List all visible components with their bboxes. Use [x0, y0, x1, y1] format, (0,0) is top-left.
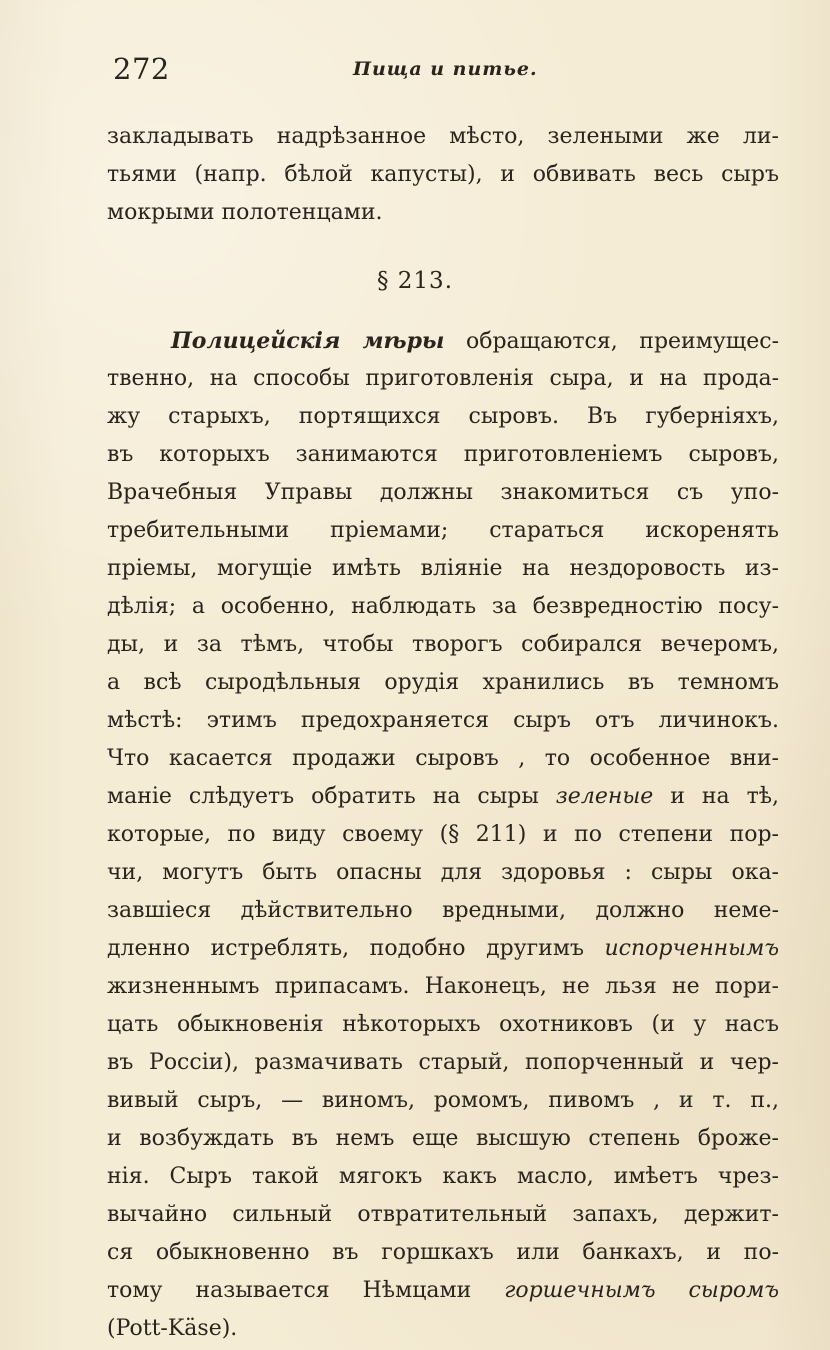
- text-line: которые, по виду своему (§ 211) и по степени пор-: [107, 822, 779, 847]
- text-line: чи, могутъ быть опасны для здоровья : сыры ока-: [107, 860, 779, 885]
- text-line: ся обыкновенно въ горшкахъ или банкахъ, и по-: [107, 1240, 779, 1265]
- text-line: тьями (напр. бѣлой капусты), и обвивать весь сыръ: [107, 162, 779, 187]
- text-line: [107, 930, 779, 968]
- text-line: а всѣ сыродѣльныя орудія хранились въ темномъ: [107, 670, 779, 695]
- section-paragraph: [107, 322, 779, 1348]
- text-fragment: тому называется Нѣмцами: [107, 1278, 472, 1303]
- text-line: нія. Сыръ такой мягокъ какъ масло, имѣетъ чрез-: [107, 1164, 779, 1189]
- text-line: закладывать надрѣзанное мѣсто, зелеными же ли-: [107, 124, 779, 149]
- italic-term: зеленые: [555, 784, 654, 809]
- text-line: [107, 778, 779, 816]
- text-fragment: обращаются, преимущес-: [465, 329, 779, 354]
- section-heading: § 213.: [376, 268, 454, 294]
- text-line: требительными пріемами; стараться искоренять: [107, 518, 779, 543]
- text-fragment: дленно истреблять, подобно другимъ: [107, 936, 584, 961]
- text-line: мокрыми полотенцами.: [107, 200, 383, 225]
- italic-term: Полицейскія мѣры: [171, 328, 445, 354]
- text-line: вычайно сильный отвратительный запахъ, держит-: [107, 1202, 779, 1227]
- running-head: [113, 52, 733, 92]
- text-line: мѣстѣ: этимъ предохраняется сыръ отъ личинокъ.: [107, 708, 779, 733]
- text-line: ды, и за тѣмъ, чтобы творогъ собирался вечеромъ,: [107, 632, 779, 657]
- text-line: (Pott-Käse).: [107, 1316, 238, 1341]
- text-line: цать обыкновенія нѣкоторыхъ охотниковъ (и у насъ: [107, 1012, 779, 1037]
- text-line: Что касается продажи сыровъ , то особенное вни-: [107, 746, 779, 771]
- text-line: [107, 322, 779, 360]
- italic-term: испорченнымъ: [604, 936, 779, 961]
- text-line: въ которыхъ занимаются приготовленіемъ сыровъ,: [107, 442, 779, 467]
- running-title: Пища и питье.: [353, 58, 538, 80]
- text-line: и возбуждать въ немъ еще высшую степень броже-: [107, 1126, 779, 1151]
- text-line: [107, 1272, 779, 1310]
- text-line: твенно, на способы приготовленія сыра, и на прода-: [107, 366, 779, 391]
- text-fragment: и на тѣ,: [670, 784, 779, 809]
- text-line: жизненнымъ припасамъ. Наконецъ, не льзя не пори-: [107, 974, 779, 999]
- text-fragment: маніе слѣдуетъ обратить на сыры: [107, 784, 539, 809]
- text-line: вивый сыръ, — виномъ, ромомъ, пивомъ , и т. п.,: [107, 1088, 779, 1113]
- text-line: Врачебныя Управы должны знакомиться съ упо-: [107, 480, 779, 505]
- text-line: жу старыхъ, портящихся сыровъ. Въ губерніяхъ,: [107, 404, 779, 429]
- italic-term: горшечнымъ сыромъ: [504, 1278, 779, 1303]
- continued-paragraph: [107, 118, 779, 232]
- text-line: въ Россіи), размачивать старый, попорченный и чер-: [107, 1050, 779, 1075]
- text-line: дѣлія; а особенно, наблюдать за безвредностію посу-: [107, 594, 779, 619]
- text-line: завшіеся дѣйствительно вредными, должно неме-: [107, 898, 779, 923]
- page-number: 272: [113, 52, 170, 86]
- text-line: пріемы, могущіе имѣть вліяніе на нездоровость из-: [107, 556, 779, 581]
